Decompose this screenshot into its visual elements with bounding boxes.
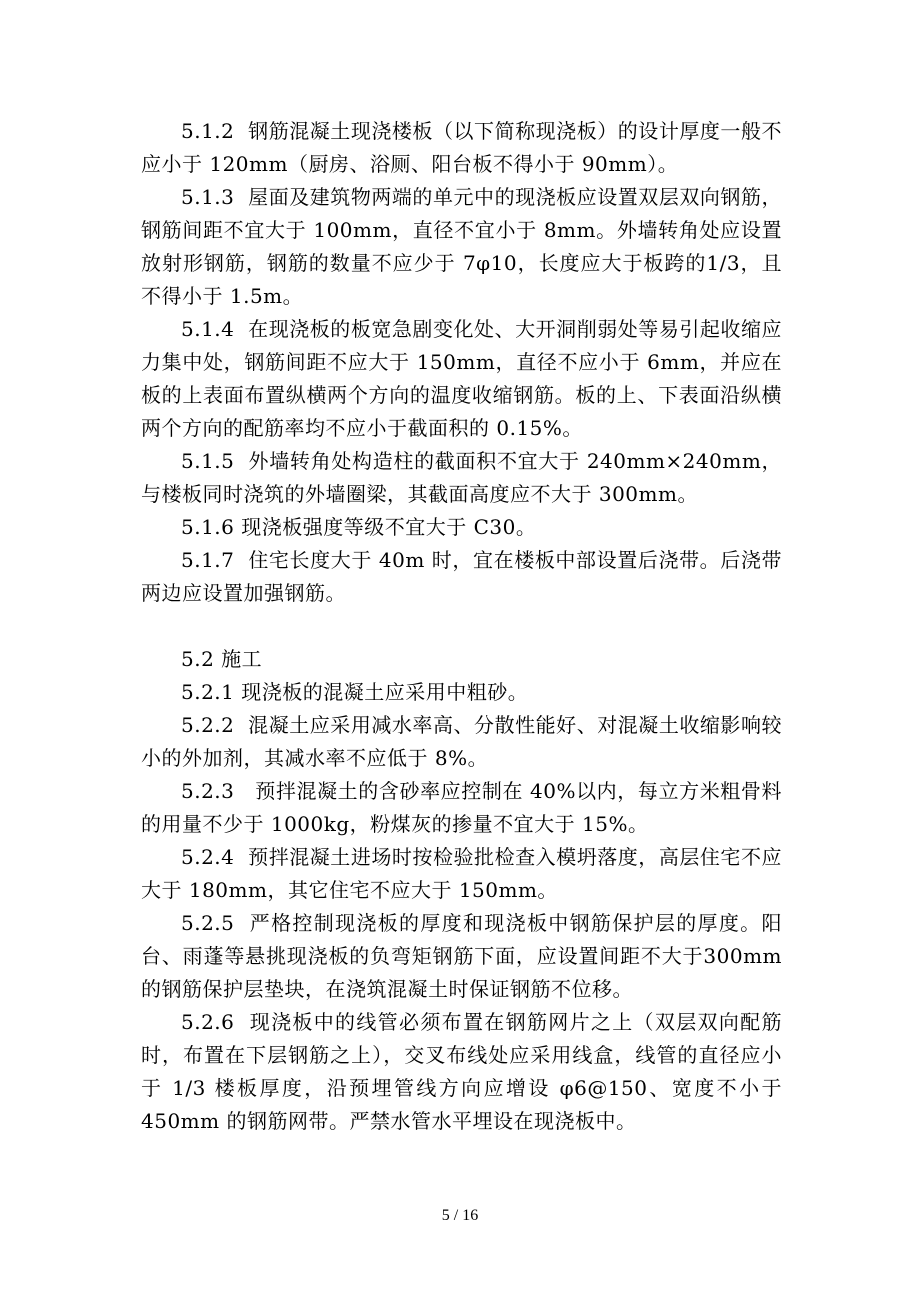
clause-5-1-3: 5.1.3 屋面及建筑物两端的单元中的现浇板应设置双层双向钢筋，钢筋间距不宜大于 100mm，直径不宜小于 8mm。外墙转角处应设置放射形钢筋，钢筋的数量不应少于 7φ10，长度应大于板跨的1/3，且不得小于 1.5m。 [141, 185, 782, 308]
document-body [141, 115, 789, 1138]
clause-5-2-1: 5.2.1 现浇板的混凝土应采用中粗砂。 [181, 680, 529, 704]
clause-5-2-4: 5.2.4 预拌混凝土进场时按检验批检查入模坍落度，高层住宅不应大于 180mm，其它住宅不应大于 150mm。 [141, 845, 782, 902]
section-spacer [141, 610, 782, 643]
clause-5-1-7: 5.1.7 住宅长度大于 40m 时，宜在楼板中部设置后浇带。后浇带两边应设置加强钢筋。 [141, 548, 782, 605]
clause-5-1-5: 5.1.5 外墙转角处构造柱的截面积不宜大于 240mm×240mm，与楼板同时浇筑的外墙圈梁，其截面高度应不大于 300mm。 [141, 449, 782, 506]
clause-5-1-4: 5.1.4 在现浇板的板宽急剧变化处、大开洞削弱处等易引起收缩应力集中处，钢筋间距不应大于 150mm，直径不应小于 6mm，并应在板的上表面布置纵横两个方向的温度收缩钢筋。板的上、下表面沿纵横两个方向的配筋率均不应小于截面积的 0.15%。 [141, 317, 782, 440]
section-heading: 5.2 施工 [181, 647, 263, 671]
clause-5-2-2: 5.2.2 混凝土应采用减水率高、分散性能好、对混凝土收缩影响较小的外加剂，其减水率不应低于 8%。 [141, 713, 782, 770]
clause-5-2-6: 5.2.6 现浇板中的线管必须布置在钢筋网片之上（双层双向配筋时，布置在下层钢筋之上），交叉布线处应采用线盒，线管的直径应小于 1/3 楼板厚度，沿预埋管线方向应增设 φ6@150、宽度不小于 450mm 的钢筋网带。严禁水管水平埋设在现浇板中。 [141, 1010, 789, 1133]
clause-5-1-2: 5.1.2 钢筋混凝土现浇楼板（以下简称现浇板）的设计厚度一般不应小于 120mm（厨房、浴厕、阳台板不得小于 90mm）。 [141, 119, 782, 176]
page-number: 5 / 16 [441, 1207, 479, 1224]
clause-5-2-3: 5.2.3 预拌混凝土的含砂率应控制在 40%以内，每立方米粗骨料的用量不少于 1000kg，粉煤灰的掺量不宜大于 15%。 [141, 779, 782, 836]
clause-5-1-6: 5.1.6 现浇板强度等级不宜大于 C30。 [181, 515, 537, 539]
clause-5-2-5: 5.2.5 严格控制现浇板的厚度和现浇板中钢筋保护层的厚度。阳台、雨蓬等悬挑现浇板的负弯矩钢筋下面，应设置间距不大于300mm的钢筋保护层垫块，在浇筑混凝土时保证钢筋不位移。 [141, 911, 782, 1001]
